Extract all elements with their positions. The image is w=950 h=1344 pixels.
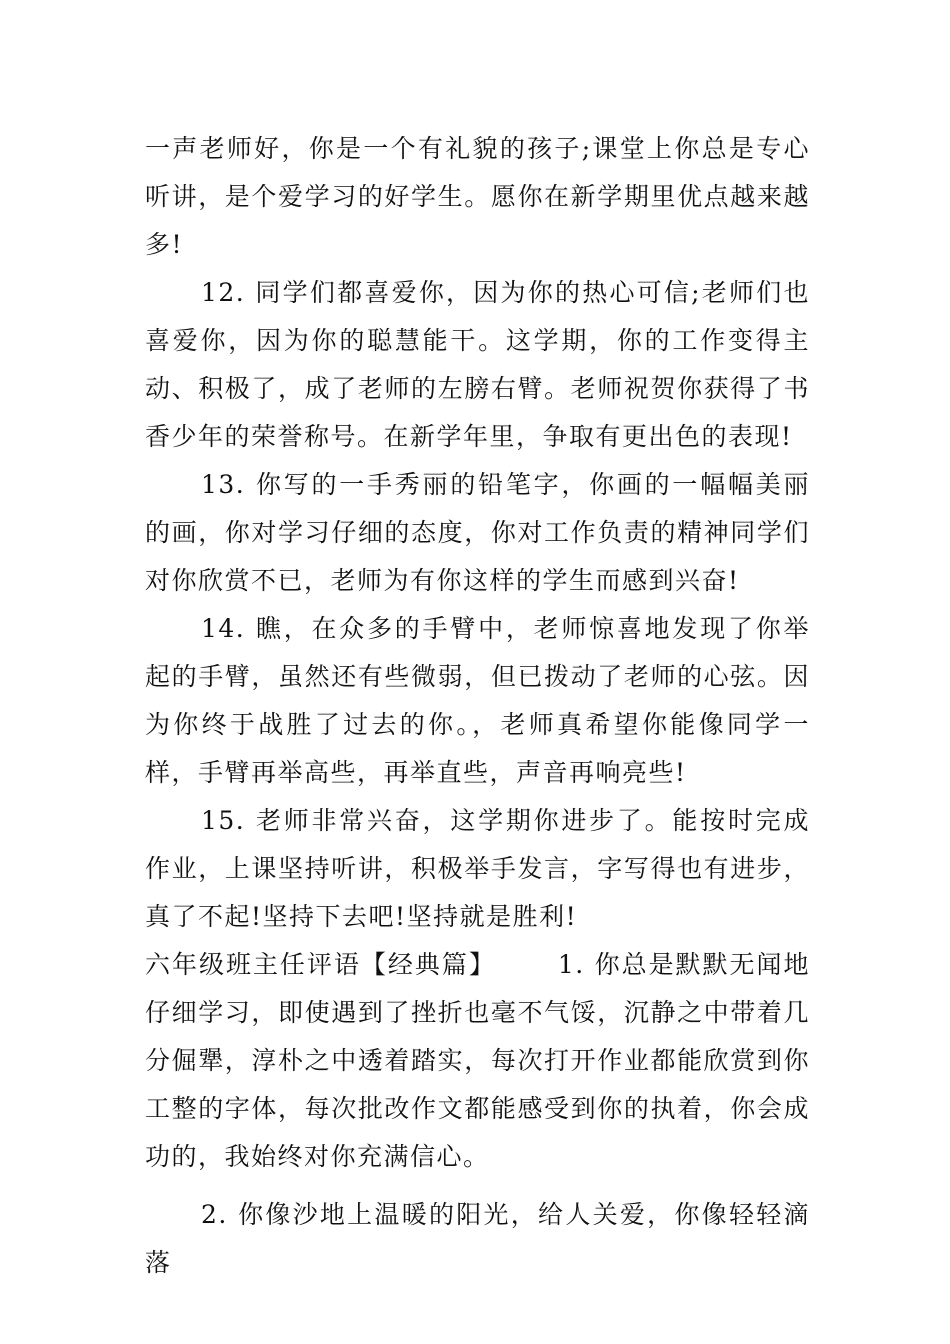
paragraph-13: 13. 你写的一手秀丽的铅笔字，你画的一幅幅美丽的画，你对学习仔细的态度，你对工作负责的精神同学们对你欣赏不已，老师为有你这样的学生而感到兴奋!	[145, 470, 810, 595]
section-heading: 六年级班主任评语【经典篇】	[145, 950, 496, 979]
paragraph-14: 14. 瞧，在众多的手臂中，老师惊喜地发现了你举起的手臂，虽然还有些微弱，但已拨动了老师的心弦。因为你终于战胜了过去的你。，老师真希望你能像同学一样，手臂再举高些，再举直些，声音再响亮些!	[145, 614, 810, 787]
paragraph-section-2: 2. 你像沙地上温暖的阳光，给人关爱，你像轻轻滴落	[145, 1200, 810, 1277]
section-paragraph	[145, 941, 810, 1181]
section-item-1: 1. 你总是默默无闻地仔细学习，即使遇到了挫折也毫不气馁，沉静之中带着几分倔犟，淳朴之中透着踏实，每次打开作业都能欣赏到你工整的字体，每次批改作文都能感受到你的执着，你会成功的，我始终对你充满信心。	[145, 950, 810, 1171]
document-body	[145, 125, 810, 1287]
paragraph-15: 15. 老师非常兴奋，这学期你进步了。能按时完成作业，上课坚持听讲，积极举手发言，字写得也有进步，真了不起!坚持下去吧!坚持就是胜利!	[145, 806, 810, 931]
paragraph-11-continuation: 一声老师好，你是一个有礼貌的孩子;课堂上你总是专心听讲，是个爱学习的好学生。愿你在新学期里优点越来越多!	[145, 134, 810, 259]
paragraph-12: 12. 同学们都喜爱你，因为你的热心可信;老师们也喜爱你，因为你的聪慧能干。这学期，你的工作变得主动、积极了，成了老师的左膀右臂。老师祝贺你获得了书香少年的荣誉称号。在新学年里，争取有更出色的表现!	[145, 278, 810, 451]
